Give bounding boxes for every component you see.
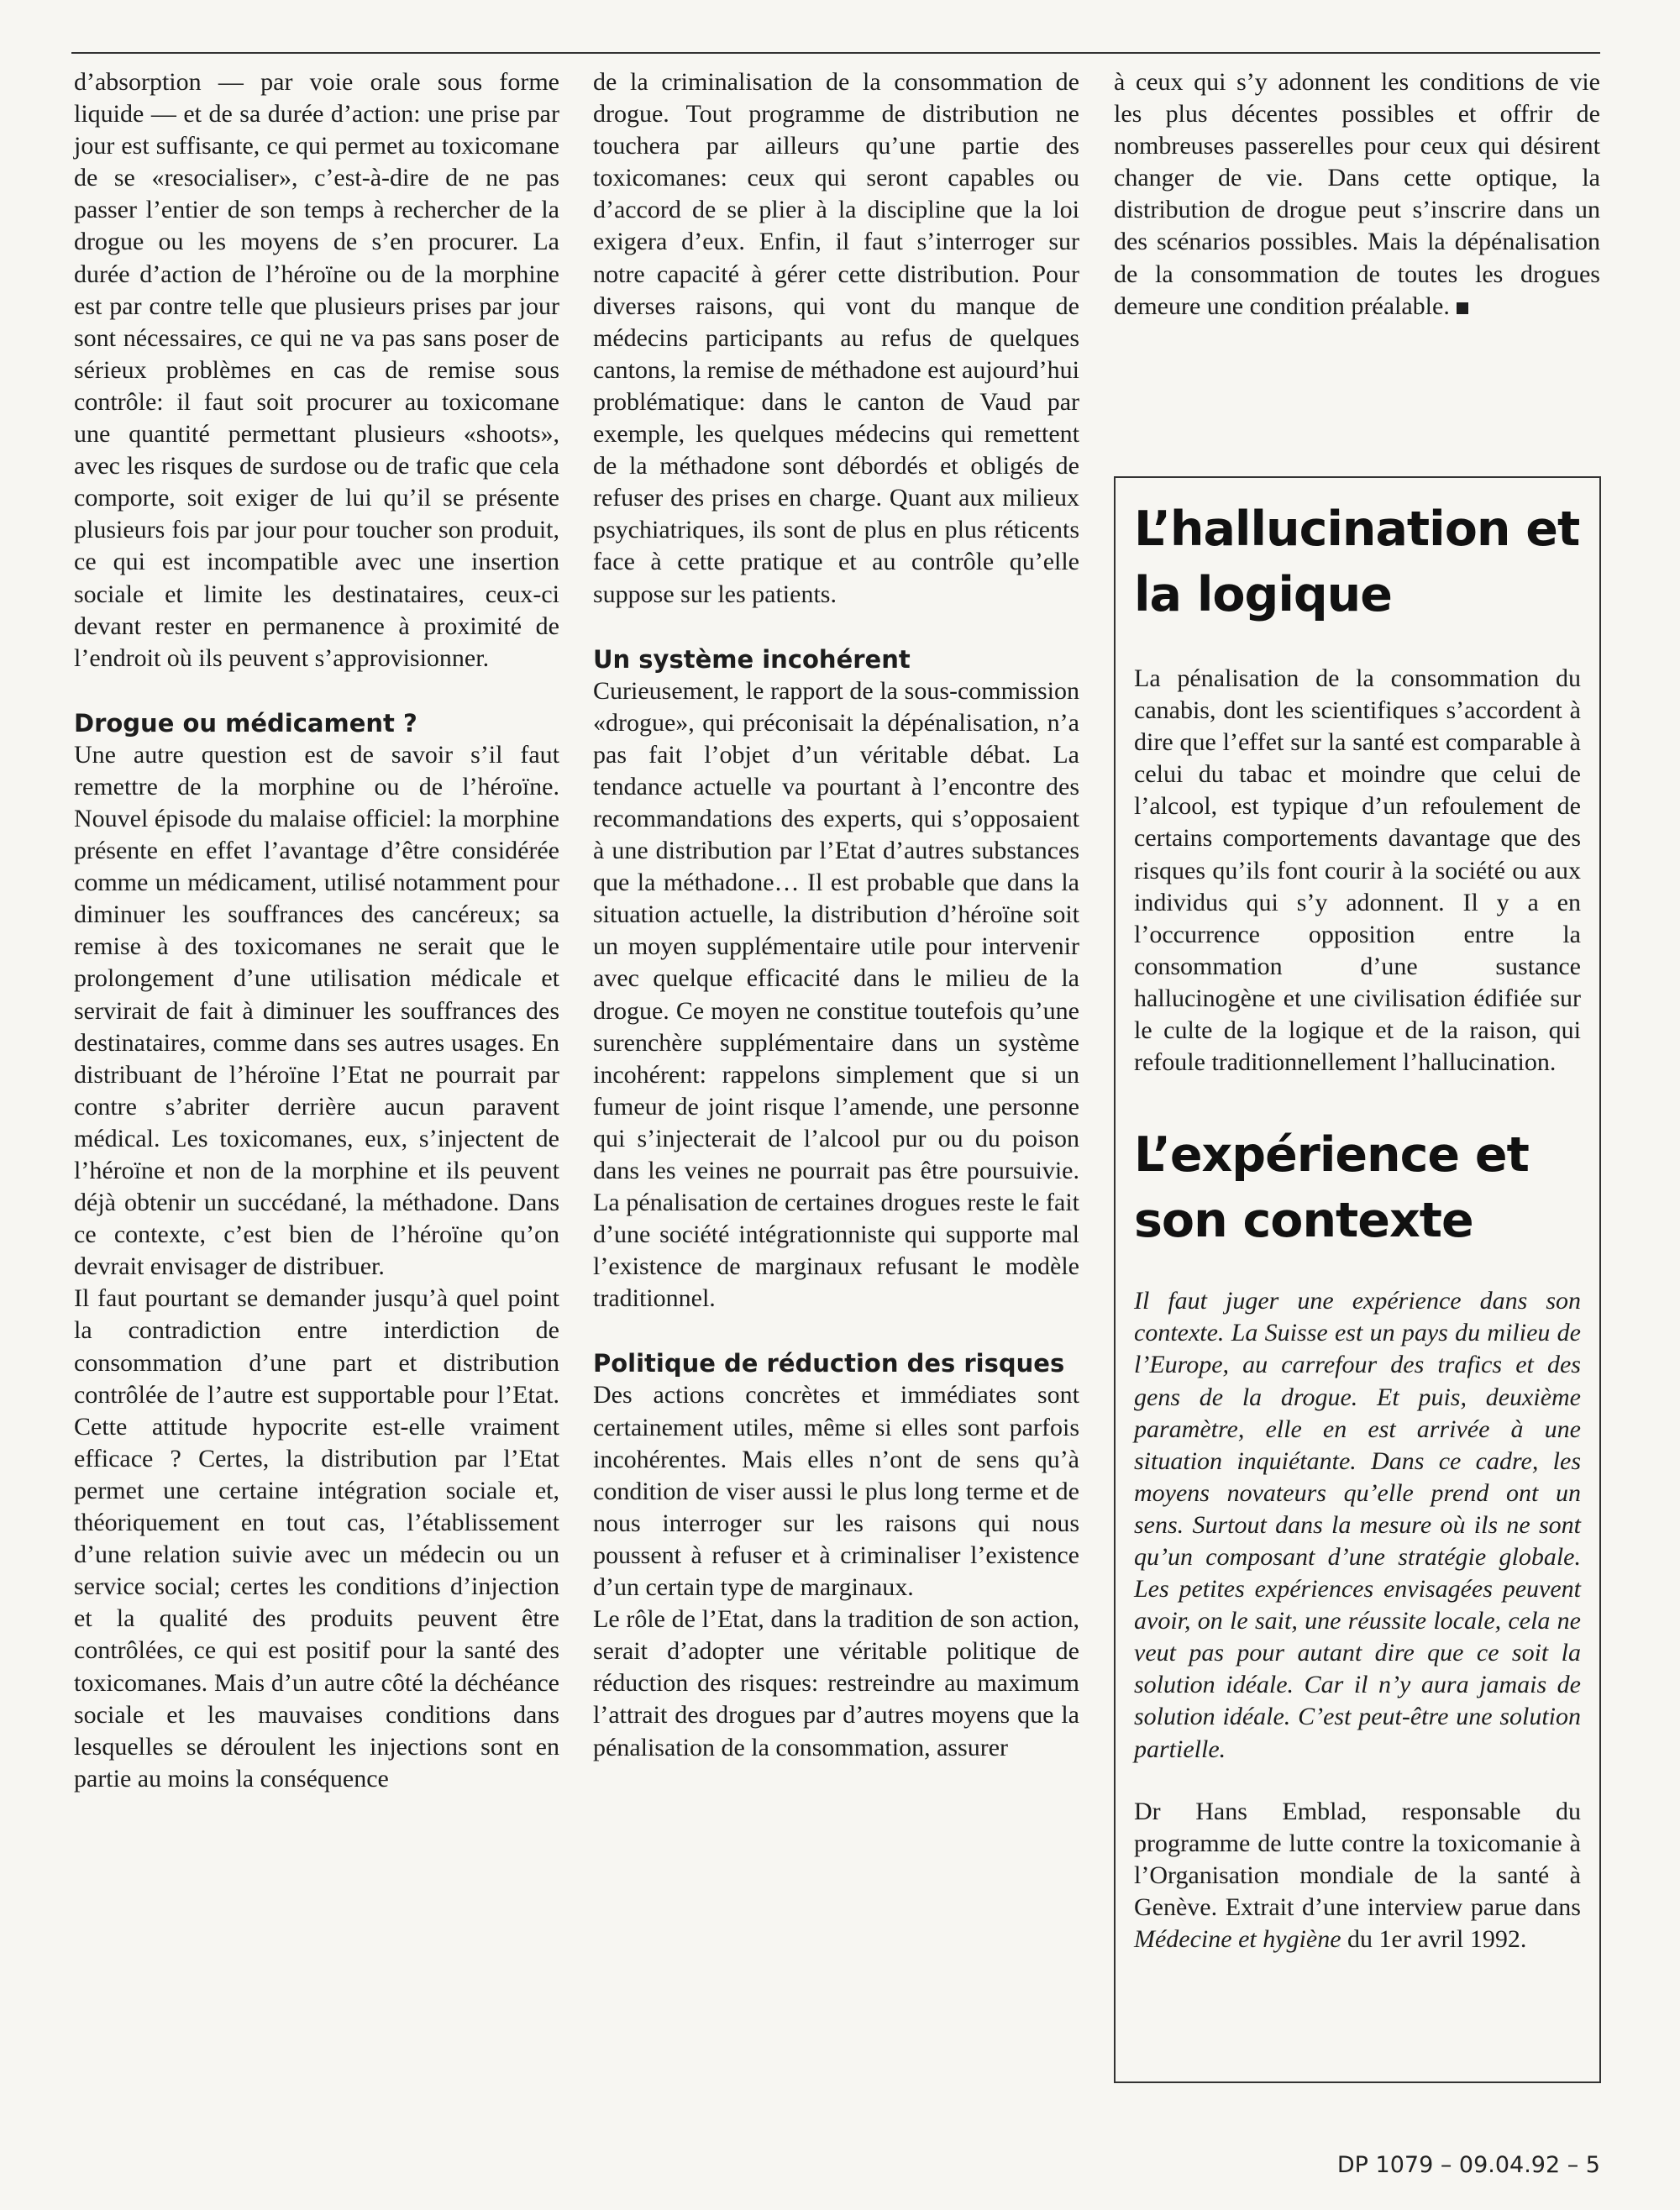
credit-date: du 1er avril 1992. <box>1341 1925 1527 1953</box>
subheading-systeme-incoherent: Un système incohérent <box>593 644 911 674</box>
top-rule <box>71 52 1600 54</box>
subheading-politique-reduction: Politique de réduction des risques <box>593 1349 1065 1378</box>
column-2 <box>593 66 1079 1764</box>
box-text: La pénalisation de la consommation du canabis, dont les scientifiques s’accordent à dire que l’effet sur la santé est comparable à celui du tabac et moindre que celui de l’alcool, est typique d’un refoulement de certains comportements davantage que des risques qu’ils font courir à la société ou aux individus qui s’y adonnent. Il y a en l’occurrence opposition entre la consommation d’une sustance hallucinogène et une civilisation édifiée sur le culte de la logique et de la raison, qui refoule traditionnellement l’hallucination. <box>1134 664 1581 1077</box>
paragraph: Une autre question est de savoir s’il faut remettre de la morphine ou de l’héroïne. Nouvel épisode du malaise officiel: la morphine présente en effet l’avantage d’être considérée comme un médicament, utilisé notamment pour diminuer les souffrances des cancéreux; sa remise à des toxicomanes ne serait que le prolongement d’une utilisation médicale et servirait de fait à diminuer les souffrances des destinataires, comme dans ses autres usages. En distribuant de l’héroïne l’Etat ne pourrait par contre s’abriter derrière aucun paravent médical. Les toxicomanes, eux, s’injectent de l’héroïne et non de la morphine et ils peuvent déjà obtenir un succédané, la méthadone. Dans ce contexte, c’est bien de l’héroïne qu’on devrait envisager de distribuer. <box>74 740 559 1281</box>
paragraph: d’absorption — par voie orale sous forme liquide — et de sa durée d’action: une prise par jour est suffisante, ce qui permet au toxicomane de se «resocialiser», c’est-à-dire de ne pas passer l’entier de son temps à rechercher de la drogue ou les moyens de s’en procurer. La durée d’action de l’héroïne ou de la morphine est par contre telle que plusieurs prises par jour sont nécessaires, ce qui ne va pas sans poser de sérieux problèmes en cas de remise sous contrôle: il faut soit procurer au toxicomane une quantité permettant plusieurs «shoots», avec les risques de surdose ou de trafic que cela comporte, soit exiger de lui qu’il se présente plusieurs fois par jour pour toucher son produit, ce qui est incompatible avec une insertion sociale et limite les destinataires, ceux-ci devant rester en permanence à proximité de l’endroit où ils peuvent s’approvisionner. <box>74 68 559 672</box>
paragraph-text: à ceux qui s’y adonnent les conditions de vie les plus décentes possibles et offrir de nombreuses passerelles pour ceux qui désirent changer de vie. Dans cette optique, la distribution de drogue peut s’inscrire dans un des scénarios possibles. Mais la dépénalisation de la consommation de toutes les drogues demeure une condition préalable. <box>1114 68 1600 320</box>
spacer <box>593 1315 1079 1348</box>
column-1 <box>74 66 559 1795</box>
box-title-hallucination: L’hallucination et la logique <box>1134 501 1580 622</box>
spacer <box>593 611 1079 644</box>
box-quote: Il faut juger une expérience dans son contexte. La Suisse est un pays du milieu de l’Europe, au carrefour des trafics et des gens de la drogue. Et puis, deuxième paramètre, elle en est arrivée à une situation inquiétante. Dans ce cadre, les moyens novateurs qu’elle prend ont un sens. Surtout dans la mesure où ils ne sont qu’un composant d’une stratégie globale. Les petites expériences envisagées peuvent avoir, on le sait, une réussite locale, cela ne veut pas pour autant dire que ce soit la solution idéale. Car il n’y aura jamais de solution idéale. C’est peut-être une solution partielle. <box>1134 1287 1581 1763</box>
spacer <box>1134 1766 1581 1796</box>
column-3 <box>1114 66 1600 323</box>
paragraph: Le rôle de l’Etat, dans la tradition de son action, serait d’adopter une véritable politique de réduction des risques: restreindre au maximum l’attrait des drogues par d’autres moyens que la pénalisation de la consommation, assurer <box>593 1605 1079 1761</box>
spacer <box>1134 1079 1581 1122</box>
credit-text: Dr Hans Emblad, responsable du programme de lutte contre la toxicomanie à l’Organisation mondiale de la santé à Genève. Extrait d’une interview parue dans <box>1134 1797 1581 1921</box>
spacer <box>1134 1253 1581 1285</box>
page-footer: DP 1079 – 09.04.92 – 5 <box>1336 2152 1600 2178</box>
box-credit <box>1134 1796 1581 1955</box>
paragraph: Il faut pourtant se demander jusqu’à quel point la contradiction entre interdiction de consommation d’une part et distribution contrôlée de l’autre est supportable pour l’Etat. Cette attitude hypocrite est-elle vraiment efficace ? Certes, la distribution par l’Etat permet une certaine intégration sociale et, théoriquement en tout cas, l’établissement d’une relation suivie avec un médecin ou un service social; certes les conditions d’injection et la qualité des produits peuvent être contrôlées, ce qui est positif pour la santé des toxicomanes. Mais d’un autre côté la déchéance sociale et les mauvaises conditions dans lesquelles se déroulent les injections sont en partie au moins la conséquence <box>74 1284 559 1793</box>
sidebar-box <box>1114 476 1601 2083</box>
paragraph: Des actions concrètes et immédiates sont certainement utiles, même si elles sont parfois incohérentes. Mais elles n’ont de sens qu’à condition de viser aussi le plus long terme et de nous interroger sur les raisons qui nous poussent à refuser et à criminaliser l’existence d’un certain type de marginaux. <box>593 1381 1079 1602</box>
end-mark-icon <box>1457 302 1468 314</box>
box-title-experience: L’expérience et son contexte <box>1134 1127 1529 1249</box>
spacer <box>74 675 559 708</box>
paragraph: de la criminalisation de la consommation de drogue. Tout programme de distribution ne touchera par ailleurs qu’une partie des toxicomanes: ceux qui seront capables ou d’accord de se plier à la discipline que la loi exigera d’eux. Enfin, il faut s’interroger sur notre capacité à gérer cette distribution. Pour diverses raisons, qui vont du manque de médecins participants au refus de quelques cantons, la remise de méthadone est aujourd’hui problématique: dans le canton de Vaud par exemple, les quelques médecins qui remettent de la méthadone sont débordés et obligés de refuser des prises en charge. Quant aux milieux psychiatriques, ils sont de plus en plus réticents face à cette pratique et au contrôle qu’elle suppose sur les patients. <box>593 68 1079 608</box>
journal-name: Médecine et hygiène <box>1134 1925 1341 1953</box>
paragraph: Curieusement, le rapport de la sous-commission «drogue», qui préconisait la dépénalisation, n’a pas fait l’objet d’un véritable débat. La tendance actuelle va pourtant à l’encontre des recommandations des experts, qui s’opposaient à une distribution par l’Etat d’autres substances que la méthadone… Il est probable que dans la situation actuelle, la distribution d’héroïne soit un moyen supplémentaire utile pour intervenir avec quelque efficacité dans le milieu de la drogue. Ce moyen ne constitue toutefois qu’une surenchère supplémentaire dans un système incohérent: rappelons simplement que si un fumeur de joint risque l’amende, une personne qui s’injecterait de l’alcool pur ou du poison dans les veines ne pourrait pas être poursuivie. La pénalisation de certaines drogues reste le fait d’une société intégrationniste qui supporte mal l’existence de marginaux refusant le modèle traditionnel. <box>593 676 1079 1313</box>
spacer <box>1134 627 1581 663</box>
subheading-drogue-ou-medicament: Drogue ou médicament ? <box>74 708 417 738</box>
paragraph <box>1114 66 1600 323</box>
